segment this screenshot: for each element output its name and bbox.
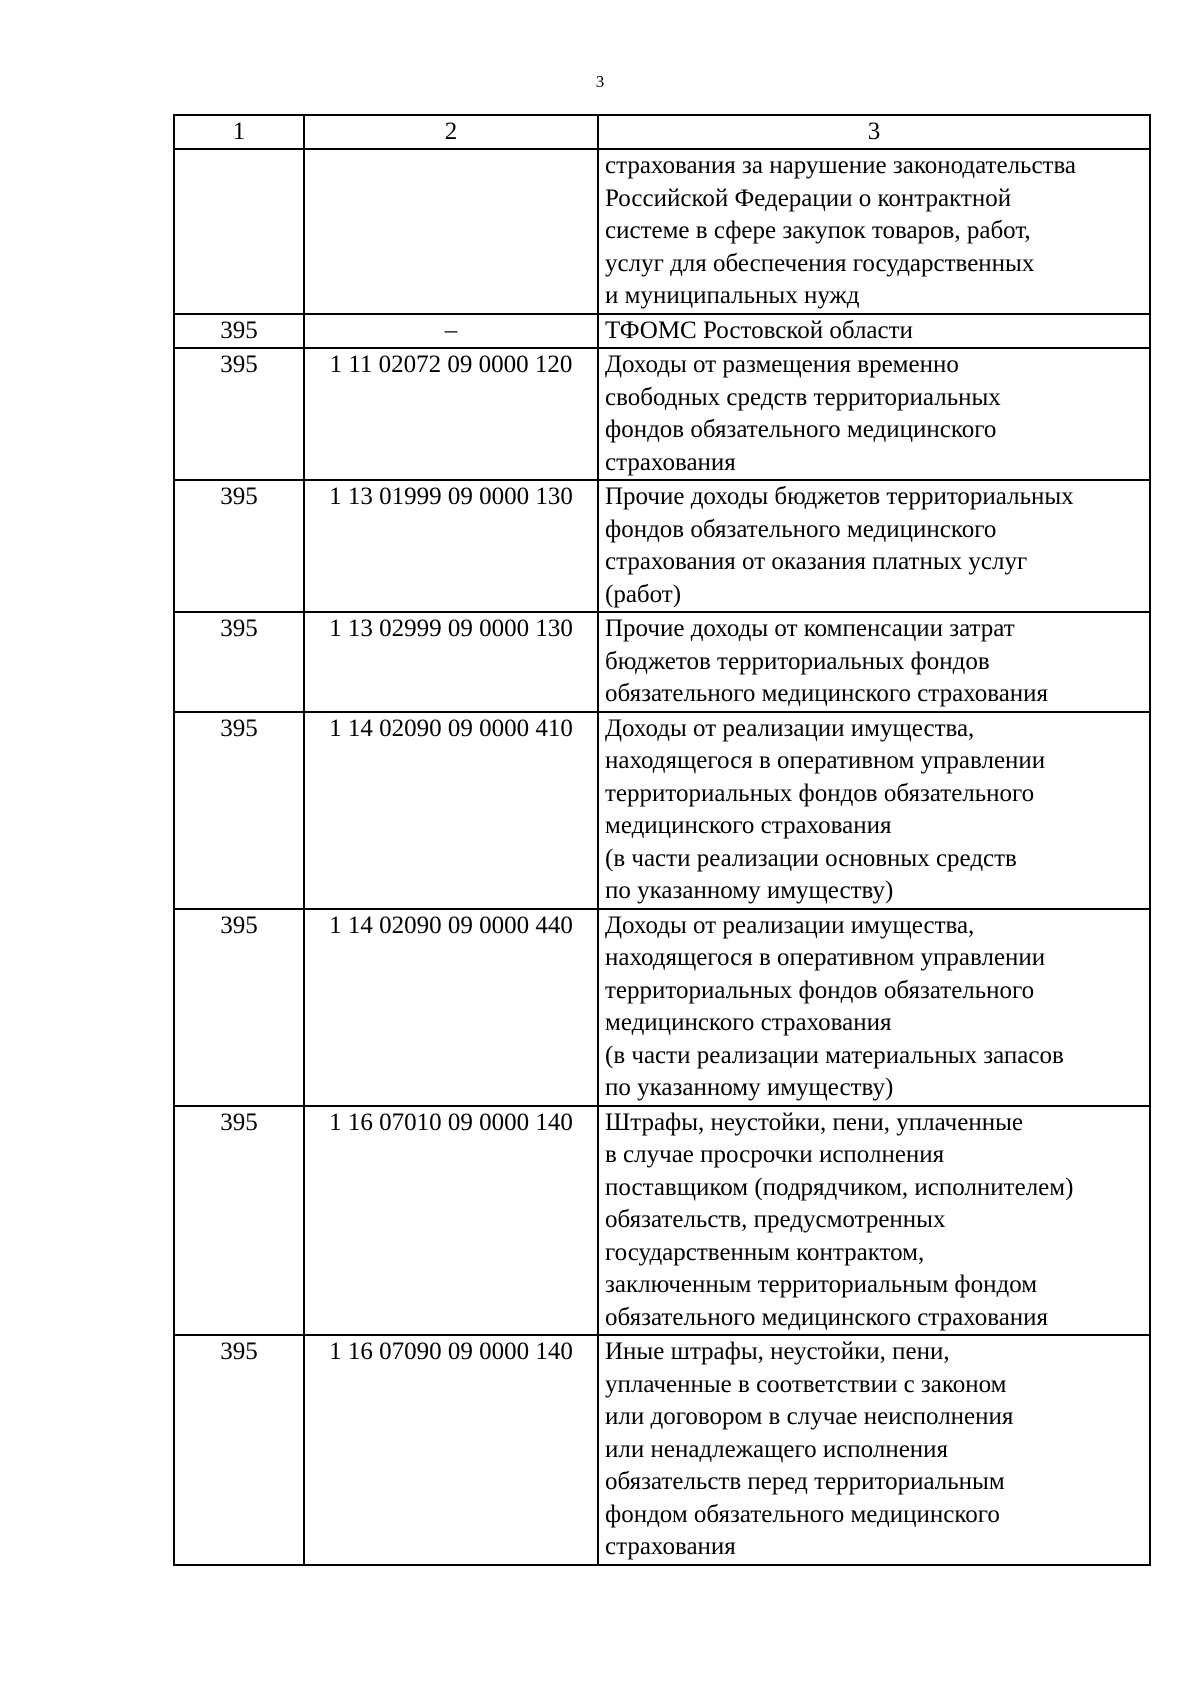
description-line: страхования за нарушение законодательства xyxy=(605,152,1077,179)
revenue-code-cell: 1 14 02090 09 0000 440 xyxy=(304,909,598,1106)
description-line: ТФОМС Ростовской области xyxy=(605,316,913,344)
description-line: обязательного медицинского страхования xyxy=(605,680,1049,707)
description-line: территориальных фондов обязательного xyxy=(605,976,1035,1004)
table-row xyxy=(174,480,1150,612)
description-line: медицинского страхования xyxy=(605,1009,892,1036)
description-line: страхования xyxy=(605,448,736,476)
admin-code-cell: 395 xyxy=(174,480,304,612)
description-line: и муниципальных нужд xyxy=(605,282,860,309)
table-row xyxy=(174,612,1150,712)
description-line: (работ) xyxy=(605,580,682,608)
description-line: находящегося в оперативном управлении xyxy=(605,944,1046,971)
description-cell xyxy=(598,314,1150,349)
admin-code-cell: 395 xyxy=(174,1335,304,1565)
description-line: Прочие доходы бюджетов территориальных xyxy=(605,483,1074,510)
description-line: фондом обязательного медицинского xyxy=(605,1500,1000,1528)
description-cell xyxy=(598,909,1150,1106)
description-line: или ненадлежащего исполнения xyxy=(605,1435,949,1463)
description-line: фондов обязательного медицинского xyxy=(605,416,997,443)
description-line: бюджетов территориальных фондов xyxy=(605,647,990,675)
table-row xyxy=(174,712,1150,909)
description-line: или договором в случае неисполнения xyxy=(605,1403,1014,1430)
revenue-code-cell: – xyxy=(304,314,598,349)
description-cell xyxy=(598,1335,1150,1565)
table-row xyxy=(174,1106,1150,1336)
description-cell xyxy=(598,480,1150,612)
revenue-codes-table xyxy=(173,114,1151,1566)
description-cell xyxy=(598,348,1150,480)
header-col-3: 3 xyxy=(598,115,1150,149)
revenue-code-cell: 1 16 07090 09 0000 140 xyxy=(304,1335,598,1565)
description-line: услуг для обеспечения государственных xyxy=(605,249,1035,277)
description-line: страхования xyxy=(605,1533,736,1560)
admin-code-cell: 395 xyxy=(174,712,304,909)
description-line: (в части реализации основных средств xyxy=(605,844,1017,872)
description-line: Доходы от реализации имущества, xyxy=(605,714,975,742)
admin-code-cell: 395 xyxy=(174,348,304,480)
revenue-code-cell: 1 13 01999 09 0000 130 xyxy=(304,480,598,612)
description-cell xyxy=(598,149,1150,314)
admin-code-cell: 395 xyxy=(174,612,304,712)
description-line: в случае просрочки исполнения xyxy=(605,1141,945,1168)
table-header-row xyxy=(174,115,1150,149)
description-line: обязательного медицинского страхования xyxy=(605,1303,1049,1331)
header-col-2: 2 xyxy=(304,115,598,149)
revenue-code-cell: 1 16 07010 09 0000 140 xyxy=(304,1106,598,1336)
table-row xyxy=(174,1335,1150,1565)
description-line: обязательств перед территориальным xyxy=(605,1468,1005,1495)
description-line: (в части реализации материальных запасов xyxy=(605,1041,1064,1069)
description-line: государственным контрактом, xyxy=(605,1238,925,1266)
description-line: территориальных фондов обязательного xyxy=(605,779,1035,807)
description-line: заключенным территориальным фондом xyxy=(605,1271,1038,1298)
admin-code-cell: 395 xyxy=(174,1106,304,1336)
description-line: страхования от оказания платных услуг xyxy=(605,548,1028,575)
description-line: Российской Федерации о контрактной xyxy=(605,184,1012,212)
header-col-1: 1 xyxy=(174,115,304,149)
admin-code-cell: 395 xyxy=(174,909,304,1106)
description-cell xyxy=(598,712,1150,909)
description-line: Иные штрафы, неустойки, пени, xyxy=(605,1338,950,1365)
description-line: обязательств, предусмотренных xyxy=(605,1206,946,1233)
description-line: Прочие доходы от компенсации затрат xyxy=(605,615,1015,642)
revenue-code-cell: 1 14 02090 09 0000 410 xyxy=(304,712,598,909)
description-line: медицинского страхования xyxy=(605,812,892,839)
description-line: уплаченные в соответствии с законом xyxy=(605,1370,1007,1398)
table-row xyxy=(174,348,1150,480)
revenue-code-cell: 1 11 02072 09 0000 120 xyxy=(304,348,598,480)
revenue-code-cell xyxy=(304,149,598,314)
description-line: Доходы от реализации имущества, xyxy=(605,911,975,939)
table-row xyxy=(174,149,1150,314)
description-line: Штрафы, неустойки, пени, уплаченные xyxy=(605,1108,1023,1136)
description-line: по указанному имуществу) xyxy=(605,1074,894,1101)
revenue-code-cell: 1 13 02999 09 0000 130 xyxy=(304,612,598,712)
description-line: системе в сфере закупок товаров, работ, xyxy=(605,217,1031,244)
admin-code-cell: 395 xyxy=(174,314,304,349)
description-cell xyxy=(598,612,1150,712)
description-cell xyxy=(598,1106,1150,1336)
description-line: поставщиком (подрядчиком, исполнителем) xyxy=(605,1173,1074,1201)
description-line: по указанному имуществу) xyxy=(605,877,894,904)
table-row xyxy=(174,909,1150,1106)
description-line: свободных средств территориальных xyxy=(605,383,1001,411)
description-line: Доходы от размещения временно xyxy=(605,351,959,378)
table-row xyxy=(174,314,1150,349)
admin-code-cell xyxy=(174,149,304,314)
description-line: находящегося в оперативном управлении xyxy=(605,747,1046,774)
page-number: 3 xyxy=(595,72,605,91)
description-line: фондов обязательного медицинского xyxy=(605,515,997,543)
